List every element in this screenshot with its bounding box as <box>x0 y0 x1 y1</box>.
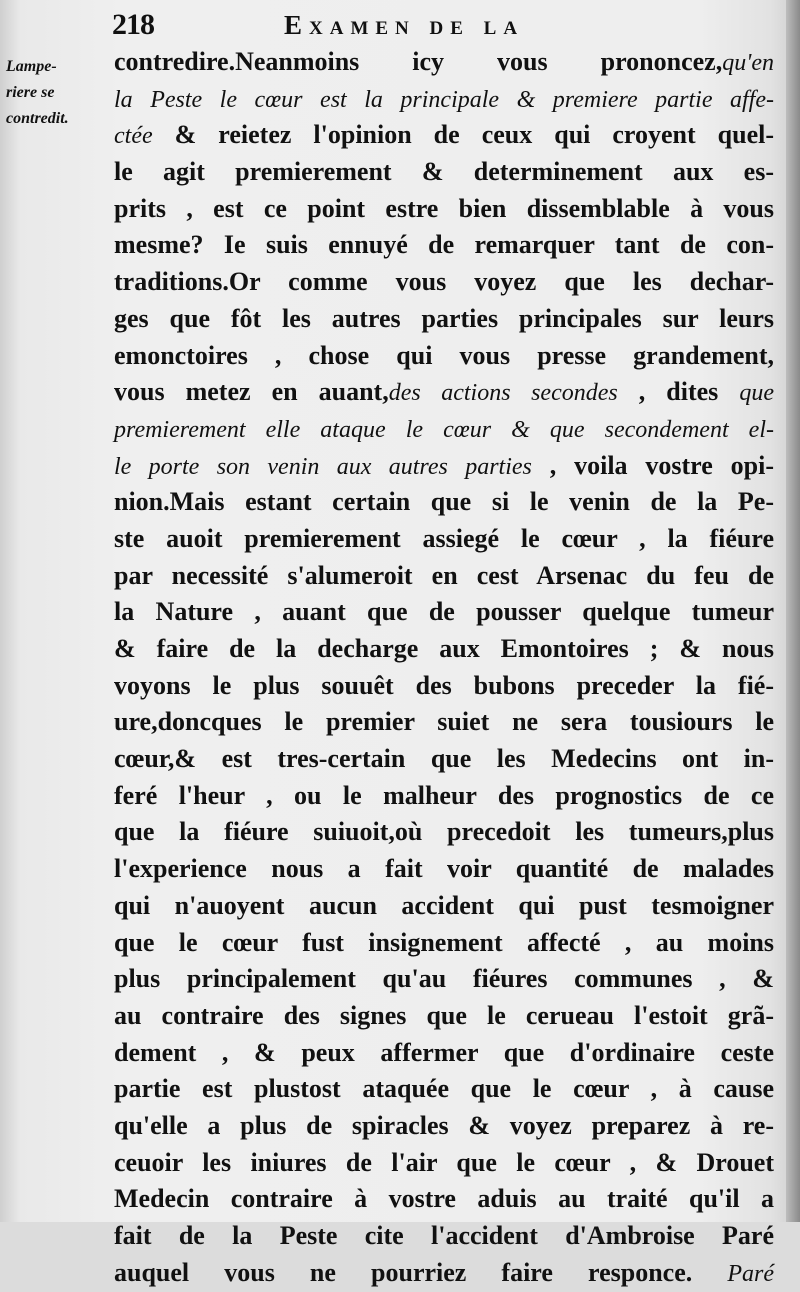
text-line <box>114 1071 774 1108</box>
text-run: , voila vostre opi- <box>531 450 774 480</box>
text-run: que le cœur fust insignement affecté , au moins <box>114 927 774 957</box>
margin-note-line: riere se <box>6 84 55 101</box>
text-line <box>114 1218 774 1255</box>
text-run: plus principalement qu'au fiéures communes , & <box>114 964 774 994</box>
italic-run: ctée <box>114 123 153 150</box>
text-line <box>114 814 774 851</box>
text-run: qui n'auoyent aucun accident qui pust tesmoigner <box>114 890 774 920</box>
text-line <box>114 668 774 705</box>
text-run: le agit premierement & determinement aux es- <box>114 157 774 187</box>
text-run: auquel vous ne pourriez faire responce. <box>114 1257 728 1287</box>
text-run: & reietez l'opinion de ceux qui croyent quel- <box>152 120 774 150</box>
text-run: dement , & peux affermer que d'ordinaire ceste <box>114 1037 774 1067</box>
text-line <box>114 374 774 411</box>
text-line <box>114 301 774 338</box>
text-run: qu'elle a plus de spiracles & voyez preparez à re- <box>114 1110 774 1140</box>
text-line <box>114 338 774 375</box>
text-run: feré l'heur , ou le malheur des prognostics de ce <box>114 780 774 810</box>
text-run: , dites <box>617 377 740 407</box>
text-run: l'experience nous a fait voir quantité de malades <box>114 854 774 884</box>
text-line <box>114 521 774 558</box>
text-line <box>114 264 774 301</box>
margin-note-line: Lampe- <box>6 58 57 75</box>
margin-note <box>6 54 110 132</box>
text-run: cœur,& est tres-certain que les Medecins ont in- <box>114 744 774 774</box>
text-run: la Nature , auant que de pousser quelque tumeur <box>114 597 774 627</box>
text-run: contredire.Neanmoins icy vous prononcez, <box>114 47 723 76</box>
text-line <box>114 631 774 668</box>
text-run: au contraire des signes que le cerueau l'estoit grã- <box>114 1000 774 1030</box>
text-line <box>114 888 774 925</box>
text-run: traditions.Or comme vous voyez que les dechar- <box>114 267 774 297</box>
text-line <box>114 411 774 448</box>
text-run: fait de la Peste cite l'accident d'Ambroise Paré <box>114 1221 774 1250</box>
text-run: voyons le plus souuêt des bubons preceder la fié- <box>114 670 774 700</box>
text-line <box>114 558 774 595</box>
text-run: nion.Mais estant certain que si le venin de la Pe- <box>114 487 774 517</box>
text-run: partie est plustost ataquée que le cœur , à cause <box>114 1074 774 1104</box>
book-spine-shadow <box>786 0 800 1222</box>
text-line <box>114 117 774 154</box>
text-run: vous metez en auant, <box>114 377 389 407</box>
page-number: 218 <box>112 8 154 41</box>
italic-run: Paré <box>727 1260 774 1287</box>
text-run: que la fiéure suiuoit,où precedoit les tumeurs,plus <box>114 817 774 847</box>
text-line <box>114 484 774 521</box>
text-line <box>114 998 774 1035</box>
text-line <box>114 1035 774 1072</box>
body-text <box>114 44 774 1291</box>
text-line <box>114 778 774 815</box>
italic-run: le porte son venin aux autres parties <box>114 453 532 480</box>
text-line <box>114 961 774 998</box>
running-head: Examen de la <box>284 10 525 40</box>
text-run: prits , est ce point estre bien dissemblable à vous <box>114 193 774 223</box>
text-run: ges que fôt les autres parties principales sur leurs <box>114 303 774 333</box>
italic-run: que <box>739 380 774 407</box>
text-line <box>114 851 774 888</box>
text-line <box>114 191 774 228</box>
text-line <box>114 594 774 631</box>
page-header <box>112 8 772 46</box>
italic-run: qu'en <box>722 50 774 76</box>
text-line <box>114 227 774 264</box>
text-run: ste auoit premierement assiegé le cœur , la fiéure <box>114 523 774 553</box>
margin-note-line: contredit. <box>6 110 69 127</box>
text-run: & faire de la decharge aux Emontoires ; & nous <box>114 634 774 663</box>
italic-run: premierement elle ataque le cœur & que secondement el- <box>114 416 774 443</box>
text-line <box>114 1145 774 1182</box>
text-line <box>114 44 774 81</box>
text-run: mesme? Ie suis ennuyé de remarquer tant de con- <box>114 230 774 260</box>
italic-run: des actions secondes <box>388 380 618 407</box>
text-line <box>114 925 774 962</box>
text-line <box>114 81 774 118</box>
text-line <box>114 1181 774 1218</box>
text-line <box>114 741 774 778</box>
text-run: emonctoires , chose qui vous presse grandement, <box>114 340 774 370</box>
text-run: ceuoir les iniures de l'air que le cœur , & Drouet <box>114 1147 774 1177</box>
italic-run: la Peste le cœur est la principale & premiere partie affe- <box>114 86 774 113</box>
text-line <box>114 154 774 191</box>
text-line <box>114 1108 774 1145</box>
text-line <box>114 1255 774 1292</box>
text-run: Medecin contraire à vostre aduis au traité qu'il a <box>114 1184 774 1214</box>
text-line <box>114 704 774 741</box>
text-run: ure,doncques le premier suiet ne sera tousiours le <box>114 707 774 737</box>
text-run: par necessité s'alumeroit en cest Arsenac du feu de <box>114 560 774 590</box>
text-line <box>114 448 774 485</box>
